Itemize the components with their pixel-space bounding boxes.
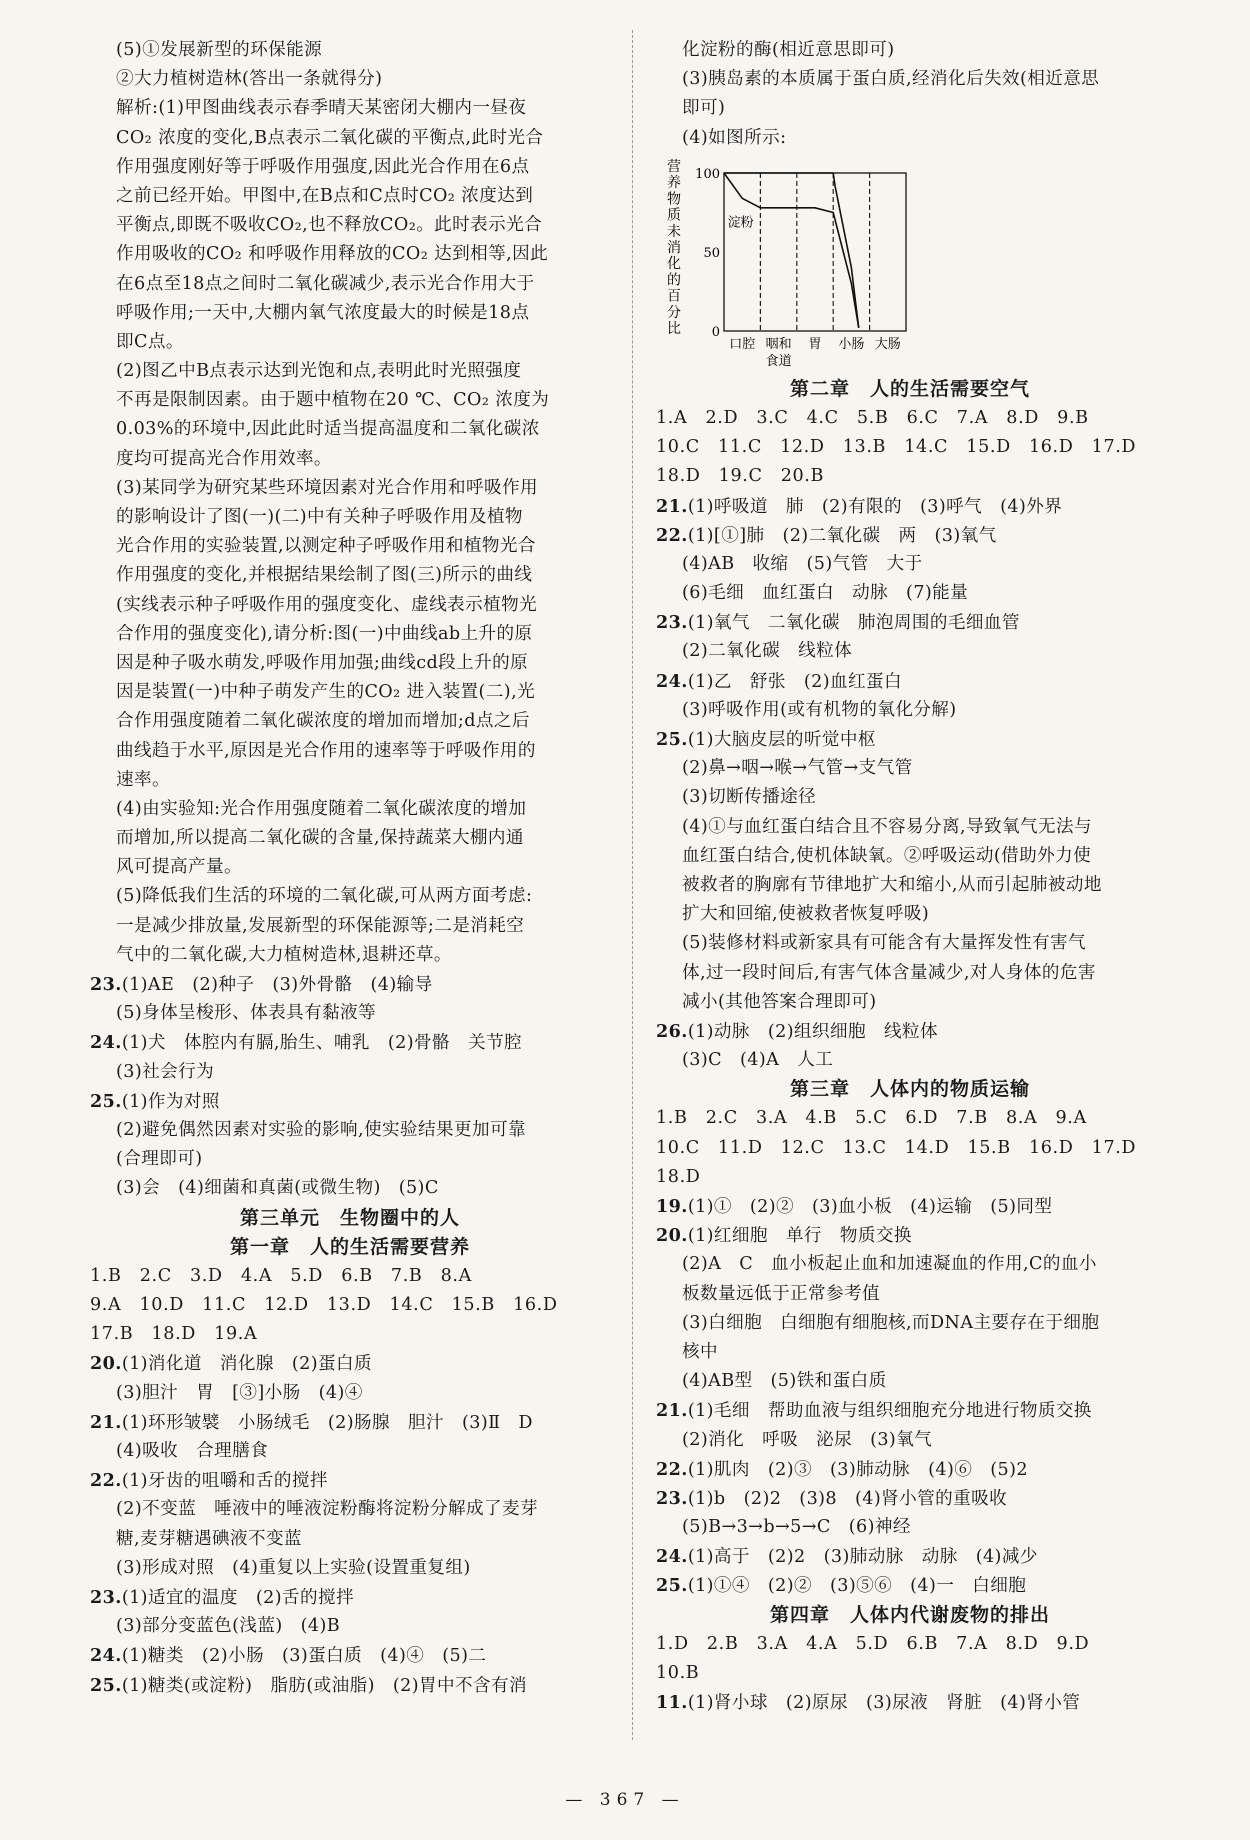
line-text: (1)牙齿的咀嚼和舌的搅拌 [121, 1471, 328, 1492]
question-number: 23. [656, 1487, 688, 1509]
line-text: 18.D 19.C 20.B [656, 466, 825, 487]
text-line [90, 882, 610, 911]
line-text: 10.B [656, 1663, 700, 1683]
answer-line [656, 667, 1164, 696]
text-line [656, 1338, 1164, 1367]
line-text: (5)降低我们生活的环境的二氧化碳,可从两方面考虑: [116, 886, 533, 907]
line-text: 1.D 2.B 3.A 4.A 5.D 6.B 7.A 8.D 9.D [656, 1633, 1090, 1654]
answer-line [656, 1017, 1164, 1046]
line-text: 风可提高产量。 [116, 857, 242, 878]
y-axis-label-char: 消 [667, 239, 681, 256]
y-axis-label-char: 养 [667, 174, 681, 191]
y-axis-label-char: 营 [667, 158, 681, 175]
line-text: (1)① (2)② (3)血小板 (4)运输 (5)同型 [687, 1197, 1053, 1217]
text-line [90, 912, 610, 941]
answer-line [90, 970, 610, 999]
line-text: 作用强度刚好等于呼吸作用强度,因此光合作用在6点 [116, 156, 530, 177]
y-axis-label-char: 未 [667, 223, 681, 240]
line-text: 17.B 18.D 19.A [90, 1324, 258, 1345]
line-text: (1)呼吸道 肺 (2)有限的 (3)呼气 (4)外界 [687, 496, 1063, 517]
line-text: (1)红细胞 单行 物质交换 [687, 1226, 912, 1247]
y-axis-label-char: 的 [667, 272, 681, 289]
section-heading: 第三章 人体内的物质运输 [789, 1078, 1030, 1101]
text-line [656, 959, 1164, 988]
line-text: 的影响设计了图(一)(二)中有关种子呼吸作用及植物 [116, 507, 523, 527]
series-line-1 [724, 173, 859, 328]
line-text: (1)动脉 (2)组织细胞 线粒体 [687, 1021, 938, 1042]
line-text: (1)氧气 二氧化碳 肺泡周围的毛细血管 [687, 613, 1020, 634]
text-line [90, 707, 610, 736]
line-text: 体,过一段时间后,有害气体含量减少,对人身体的危害 [682, 962, 1096, 983]
text-line [656, 433, 1164, 462]
line-text: 扩大和回缩,使被救者恢复呼吸) [682, 904, 930, 925]
text-line [90, 211, 610, 240]
line-text: (4)由实验知:光合作用强度随着二氧化碳浓度的增加 [116, 798, 527, 819]
text-line [90, 270, 610, 299]
text-line [656, 1630, 1164, 1659]
line-text: (4)如图所示: [682, 127, 787, 148]
text-line [656, 1659, 1164, 1688]
text-line [90, 649, 610, 678]
text-line [90, 620, 610, 649]
question-number: 23. [90, 974, 122, 995]
text-line [656, 1163, 1164, 1192]
line-text: (1)犬 体腔内有膈,胎生、哺乳 (2)骨骼 关节腔 [121, 1033, 522, 1054]
question-number: 20. [90, 1353, 122, 1375]
question-number: 21. [90, 1411, 122, 1433]
line-text: 速率。 [116, 769, 170, 790]
line-text: 核中 [682, 1341, 718, 1362]
text-line [90, 124, 610, 153]
answer-line [656, 521, 1164, 550]
line-text: (1)高于 (2)2 (3)肺动脉 动脉 (4)减少 [687, 1547, 1038, 1568]
question-number: 25. [90, 1674, 122, 1696]
line-text: 合作用强度随着二氧化碳浓度的增加而增加;d点之后 [116, 711, 530, 732]
text-line [656, 579, 1164, 608]
line-text: (4)①与血红蛋白结合且不容易分离,导致氧气无法与 [682, 816, 1092, 837]
y-axis-label-char: 比 [667, 320, 681, 337]
answer-line [656, 1571, 1164, 1600]
line-text: 合作用的强度变化),请分析:图(一)中曲线ab上升的原 [116, 623, 533, 644]
text-line [656, 813, 1164, 842]
line-text: (1)肾小球 (2)原尿 (3)尿液 肾脏 (4)肾小管 [687, 1693, 1081, 1714]
line-text: (2)二氧化碳 线粒体 [682, 641, 853, 662]
text-line [90, 240, 610, 269]
text-line [656, 550, 1164, 579]
line-text: (1)毛细 帮助血液与组织细胞充分地进行物质交换 [687, 1401, 1092, 1422]
line-text: (2)鼻→咽→喉→气管→支气管 [682, 758, 913, 779]
line-text: (合理即可) [116, 1149, 203, 1170]
y-axis-label-char: 化 [667, 255, 681, 272]
line-text: (3)会 (4)细菌和真菌(或微生物) (5)C [116, 1178, 439, 1199]
question-number: 24. [90, 1645, 122, 1667]
text-line [90, 415, 610, 444]
text-line [90, 766, 610, 795]
answer-line [656, 1542, 1164, 1571]
text-line [90, 36, 610, 65]
text-line [656, 783, 1164, 812]
line-text: (5)装修材料或新家具有可能含有大量挥发性有害气 [682, 933, 1086, 954]
line-text: (2)不变蓝 唾液中的唾液淀粉酶将淀粉分解成了麦芽 [116, 1499, 538, 1520]
text-line [656, 65, 1164, 94]
line-text: (3)切断传播途径 [682, 787, 817, 808]
x-tick-label: 大肠 [874, 336, 901, 352]
text-line [90, 1320, 610, 1349]
text-line [90, 1437, 610, 1466]
line-text: (2)避免偶然因素对实验的影响,使实验结果更加可靠 [116, 1119, 526, 1140]
line-text: (1)乙 舒张 (2)血红蛋白 [687, 671, 903, 692]
column-divider [632, 30, 633, 1740]
line-text: 糖,麦芽糖遇碘液不变蓝 [116, 1528, 302, 1549]
text-line [656, 842, 1164, 871]
text-line [90, 678, 610, 707]
text-line [90, 561, 610, 590]
line-text: (2)消化 呼吸 泌尿 (3)氧气 [682, 1429, 933, 1450]
line-text: (4)AB 收缩 (5)气管 大于 [682, 553, 923, 574]
answer-line [90, 1028, 610, 1057]
line-text: 1.B 2.C 3.D 4.A 5.D 6.B 7.B 8.A [90, 1265, 472, 1286]
line-text: (5)①发展新型的环保能源 [116, 40, 323, 60]
answer-line [656, 725, 1164, 754]
text-line [90, 737, 610, 766]
right-column [656, 36, 1164, 1717]
text-line [656, 1104, 1164, 1133]
line-text: 不再是限制因素。由于题中植物在20 ℃、CO₂ 浓度为 [116, 390, 550, 411]
answer-line [656, 492, 1164, 521]
text-line [656, 696, 1164, 725]
x-tick-label: 口腔 [729, 336, 756, 352]
question-number: 22. [656, 1458, 688, 1480]
text-line [90, 1291, 610, 1320]
answer-line [656, 608, 1164, 637]
line-text: (5)B→3→b→5→C (6)神经 [682, 1517, 911, 1538]
text-line [656, 1513, 1164, 1542]
line-text: (1)AE (2)种子 (3)外骨骼 (4)输导 [121, 975, 433, 995]
question-number: 24. [656, 1546, 688, 1568]
question-number: 23. [656, 612, 688, 634]
y-axis-label-char: 分 [667, 304, 681, 321]
question-number: 24. [656, 670, 688, 692]
text-line [90, 474, 610, 503]
line-text: 在6点至18点之间时二氧化碳减少,表示光合作用大于 [116, 273, 535, 294]
line-text: (4)吸收 合理膳食 [116, 1441, 269, 1461]
line-text: 作用强度的变化,并根据结果绘制了图(三)所示的曲线 [116, 565, 533, 586]
line-text: (2)图乙中B点表示达到光饱和点,表明此时光照强度 [116, 361, 522, 382]
chart-frame [724, 173, 906, 331]
answer-line [90, 1671, 610, 1700]
text-line [90, 591, 610, 620]
line-text: 1.B 2.C 3.A 4.B 5.C 6.D 7.B 8.A 9.A [656, 1108, 1087, 1129]
series-line-0 [724, 173, 859, 328]
text-line [90, 328, 610, 357]
line-text: ②大力植树造林(答出一条就得分) [116, 69, 383, 90]
question-number: 22. [656, 524, 688, 546]
text-line [656, 637, 1164, 666]
text-line [90, 65, 610, 94]
line-text: (1)消化道 消化腺 (2)蛋白质 [121, 1354, 372, 1375]
text-line [90, 1174, 610, 1203]
text-line [90, 1554, 610, 1583]
text-line [90, 941, 610, 970]
question-number: 24. [90, 1032, 122, 1054]
text-line [90, 445, 610, 474]
text-line [656, 36, 1164, 65]
text-line [656, 1367, 1164, 1396]
line-text: (1)糖类 (2)小肠 (3)蛋白质 (4)④ (5)二 [121, 1646, 487, 1667]
answer-line [656, 1192, 1164, 1221]
y-tick-label: 100 [695, 166, 720, 182]
x-tick-label: 小肠 [838, 336, 865, 352]
y-tick-label: 0 [711, 324, 720, 340]
text-line [90, 1145, 610, 1174]
line-text: 10.C 11.C 12.D 13.B 14.C 15.D 16.D 17.D [656, 437, 1137, 458]
section-heading: 第三单元 生物圈中的人 [239, 1206, 460, 1229]
line-text: 减小(其他答案合理即可) [682, 991, 877, 1012]
y-tick-label: 50 [703, 245, 720, 261]
line-text: (3)呼吸作用(或有机物的氧化分解) [682, 699, 957, 720]
text-line [90, 853, 610, 882]
text-line [656, 404, 1164, 433]
line-text: (1)肌肉 (2)③ (3)肺动脉 (4)⑥ (5)2 [687, 1459, 1028, 1480]
question-number: 21. [656, 495, 688, 517]
section-heading: 第一章 人的生活需要营养 [229, 1235, 470, 1258]
text-line [90, 94, 610, 123]
y-axis-label-char: 质 [667, 207, 681, 224]
digestion-chart-svg [656, 153, 956, 375]
line-text: 板数量远低于正常参考值 [682, 1283, 880, 1304]
line-text: 化淀粉的酶(相近意思即可) [682, 40, 895, 60]
text-line [90, 532, 610, 561]
line-text: (1)作为对照 [121, 1091, 220, 1112]
line-text: 18.D [656, 1166, 701, 1187]
line-text: 被救者的胸廓有节律地扩大和缩小,从而引起肺被动地 [682, 874, 1102, 895]
text-line [656, 1134, 1164, 1163]
line-text: (实线表示种子呼吸作用的强度变化、虚线表示植物光 [116, 594, 538, 615]
answer-line [90, 1349, 610, 1378]
line-text: 曲线趋于水平,原因是光合作用的速率等于呼吸作用的 [116, 740, 536, 761]
right-top-text [656, 36, 1164, 153]
line-text: (3)某同学为研究某些环境因素对光合作用和呼吸作用 [116, 477, 538, 498]
question-number: 22. [90, 1470, 122, 1492]
line-text: (1)环形皱襞 小肠绒毛 (2)肠腺 胆汁 (3)Ⅱ D [121, 1412, 533, 1433]
line-text: 呼吸作用;一天中,大棚内氧气浓度最大的时候是18点 [116, 302, 530, 323]
text-line [656, 1426, 1164, 1455]
line-text: (3)C (4)A 人工 [682, 1050, 834, 1071]
line-text: 即C点。 [116, 331, 184, 352]
line-text: (1)大脑皮层的听觉中枢 [687, 730, 876, 750]
x-tick-label: 食道 [765, 353, 792, 369]
text-line [656, 1046, 1164, 1075]
text-line [90, 1379, 610, 1408]
text-line [656, 124, 1164, 153]
text-line [656, 1250, 1164, 1279]
line-text: 0.03%的环境中,因此此时适当提高温度和二氧化碳浓 [116, 419, 540, 440]
line-text: 作用吸收的CO₂ 和呼吸作用释放的CO₂ 达到相等,因此 [116, 244, 549, 265]
question-number: 25. [656, 729, 688, 750]
line-text: (1)[①]肺 (2)二氧化碳 两 (3)氧气 [687, 525, 997, 546]
text-line [656, 988, 1164, 1017]
line-text: 气中的二氧化碳,大力植树造林,退耕还草。 [116, 944, 452, 965]
line-text: (1)b (2)2 (3)8 (4)肾小管的重吸收 [687, 1488, 1008, 1509]
line-text: 1.A 2.D 3.C 4.C 5.B 6.C 7.A 8.D 9.B [656, 407, 1089, 428]
line-text: (3)白细胞 白细胞有细胞核,而DNA主要存在于细胞 [682, 1312, 1100, 1333]
text-line [90, 1525, 610, 1554]
question-number: 26. [656, 1020, 688, 1042]
line-text: 度均可提高光合作用效率。 [116, 448, 332, 469]
line-text: 平衡点,即既不吸收CO₂,也不释放CO₂。此时表示光合 [116, 215, 543, 236]
line-text: CO₂ 浓度的变化,B点表示二氧化碳的平衡点,此时光合 [116, 127, 544, 148]
line-text: (2)A C 血小板起止血和加速凝血的作用,C的血小 [682, 1254, 1097, 1275]
series-annotation: 淀粉 [727, 215, 754, 231]
answer-line [90, 1087, 610, 1116]
question-number: 20. [656, 1225, 688, 1247]
question-number: 23. [90, 1586, 122, 1608]
answer-line [90, 1583, 610, 1612]
question-number: 25. [90, 1090, 122, 1112]
line-text: 解析:(1)甲图曲线表示春季晴天某密闭大棚内一昼夜 [116, 98, 527, 119]
text-line [656, 1280, 1164, 1309]
answer-line [656, 1688, 1164, 1717]
line-text: 一是减少排放量,发展新型的环保能源等;二是消耗空 [116, 915, 525, 936]
y-axis-label-char: 百 [667, 288, 681, 305]
text-line [656, 871, 1164, 900]
line-text: (6)毛细 血红蛋白 动脉 (7)能量 [682, 583, 969, 604]
text-line [90, 824, 610, 853]
answer-line [90, 1408, 610, 1437]
line-text: (1)①④ (2)② (3)⑤⑥ (4)一 白细胞 [687, 1576, 1027, 1597]
text-line [656, 929, 1164, 958]
line-text: (3)胰岛素的本质属于蛋白质,经消化后失效(相近意思 [682, 69, 1100, 90]
answer-line [90, 1466, 610, 1495]
line-text: (3)形成对照 (4)重复以上实验(设置重复组) [116, 1557, 471, 1578]
line-text: (3)社会行为 [116, 1061, 215, 1082]
text-line [90, 1495, 610, 1524]
line-text: 血红蛋白结合,使机体缺氧。②呼吸运动(借助外力使 [682, 845, 1092, 866]
line-text: (1)糖类(或淀粉) 脂肪(或油脂) (2)胃中不含有消 [121, 1675, 528, 1696]
text-line [90, 795, 610, 824]
x-tick-label: 咽和 [765, 336, 792, 352]
text-line [656, 900, 1164, 929]
line-text: 因是种子吸水萌发,呼吸作用加强;曲线cd段上升的原 [116, 652, 529, 673]
y-axis-label-char: 物 [667, 191, 681, 208]
line-text: (3)胆汁 胃 [③]小肠 (4)④ [116, 1382, 363, 1403]
line-text: 因是装置(一)中种子萌发产生的CO₂ 进入装置(二),光 [116, 682, 536, 703]
text-line [90, 999, 610, 1028]
right-bottom-text [656, 375, 1164, 1718]
text-line [656, 1309, 1164, 1338]
line-text: 而增加,所以提高二氧化碳的含量,保持蔬菜大棚内通 [116, 828, 524, 849]
text-line [90, 1116, 610, 1145]
text-line [90, 299, 610, 328]
text-line [90, 153, 610, 182]
question-number: 19. [656, 1196, 688, 1217]
page-number: — 367 — [565, 1790, 685, 1810]
x-tick-label: 胃 [808, 336, 822, 352]
section-heading: 第二章 人的生活需要空气 [789, 377, 1030, 400]
answer-line [656, 1396, 1164, 1425]
text-line [656, 754, 1164, 783]
left-column [90, 36, 610, 1700]
line-text: 10.C 11.D 12.C 13.C 14.D 15.B 16.D 17.D [656, 1137, 1137, 1158]
section-heading: 第四章 人体内代谢废物的排出 [769, 1603, 1050, 1626]
text-line [90, 357, 610, 386]
answer-line [90, 1641, 610, 1670]
line-text: (1)适宜的温度 (2)舌的搅拌 [121, 1587, 354, 1608]
line-text: 9.A 10.D 11.C 12.D 13.D 14.C 15.B 16.D [90, 1295, 558, 1316]
text-line [90, 1612, 610, 1641]
answer-line [656, 1455, 1164, 1484]
line-text: (3)部分变蓝色(浅蓝) (4)B [116, 1616, 341, 1637]
text-line [90, 386, 610, 415]
text-line [90, 182, 610, 211]
answer-line [656, 1484, 1164, 1513]
question-number: 11. [656, 1692, 688, 1714]
text-line [90, 1262, 610, 1291]
answer-line [656, 1221, 1164, 1250]
text-line [656, 94, 1164, 123]
line-text: (4)AB型 (5)铁和蛋白质 [682, 1371, 887, 1392]
digestion-chart [656, 153, 1164, 375]
line-text: 即可) [682, 98, 726, 119]
line-text: 之前已经开始。甲图中,在B点和C点时CO₂ 浓度达到 [116, 185, 534, 206]
question-number: 21. [656, 1400, 688, 1422]
line-text: (5)身体呈梭形、体表具有黏液等 [116, 1003, 377, 1024]
text-line [656, 462, 1164, 491]
question-number: 25. [656, 1575, 688, 1597]
text-line [90, 503, 610, 532]
line-text: 光合作用的实验装置,以测定种子呼吸作用和植物光合 [116, 536, 536, 557]
text-line [90, 1058, 610, 1087]
